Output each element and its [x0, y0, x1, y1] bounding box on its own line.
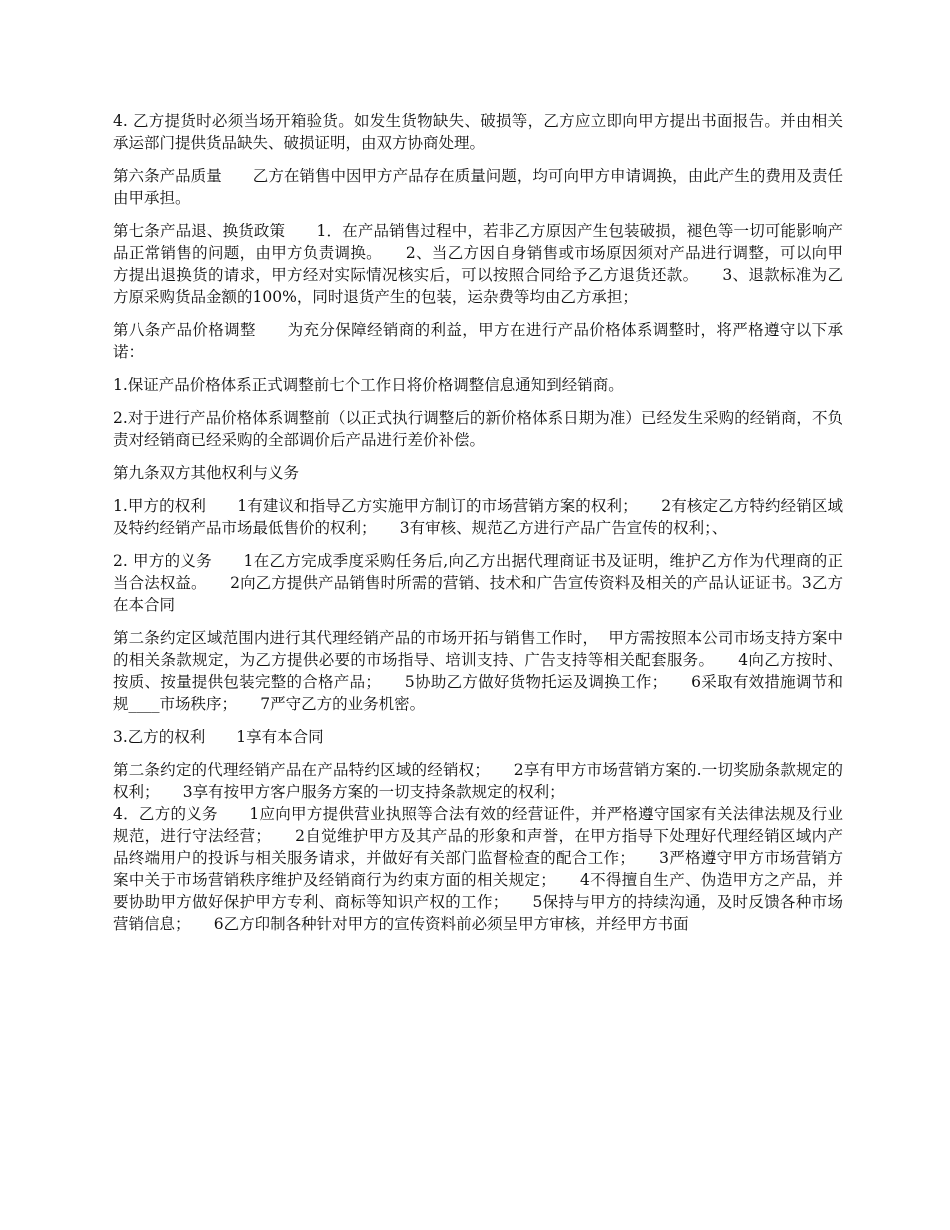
paragraph-party-b-rights: 3.乙方的权利 1享有本合同 [113, 728, 324, 746]
paragraph-price-commitment-1: 1.保证产品价格体系正式调整前七个工作日将价格调整信息通知到经销商。 [113, 376, 624, 394]
paragraph-article-9-title: 第九条双方其他权利与义务 [113, 464, 300, 482]
paragraph-party-a-obligations: 2. 甲方的义务 1在乙方完成季度采购任务后,向乙方出据代理商证书及证明，维护乙方作为代理商的正当合法权益。 2向乙方提供产品销售时所需的营销、技术和广告宣传资料及相关的产品认证证书。3乙方在本合同 [113, 552, 843, 614]
paragraph-article-8-price: 第八条产品价格调整 为充分保障经销商的利益，甲方在进行产品价格体系调整时，将严格遵守以下承诺： [113, 321, 843, 361]
paragraph-article-2-distribution-rights: 第二条约定的代理经销产品在产品特约区域的经销权； 2享有甲方市场营销方案的.一切奖励条款规定的权利； 3享有按甲方客户服务方案的一切支持条款规定的权利； [113, 761, 843, 801]
paragraph-article-2-market-support: 第二条约定区域范围内进行其代理经销产品的市场开拓与销售工作时， 甲方需按照本公司市场支持方案中的相关条款规定，为乙方提供必要的市场指导、培训支持、广告支持等相关配套服务。 4向乙方按时、按质、按量提供包装完整的合格产品； 5协助乙方做好货物托运及调换工作； 6采取有效措施调节和规____市场秩序； 7严守乙方的业务机密。 [113, 629, 843, 713]
paragraph-article-7-returns: 第七条产品退、换货政策 1．在产品销售过程中，若非乙方原因产生包装破损，褪色等一切可能影响产品正常销售的问题，由甲方负责调换。 2、当乙方因自身销售或市场原因须对产品进行调整，可以向甲方提出退换货的请求，甲方经对实际情况核实后，可以按照合同给予乙方退货还款。 3、退款标准为乙方原采购货品金额的100%，同时退货产生的包装，运杂费等均由乙方承担； [113, 222, 843, 306]
paragraph-price-commitment-2: 2.对于进行产品价格体系调整前（以正式执行调整后的新价格体系日期为准）已经发生采购的经销商，不负责对经销商已经采购的全部调价后产品进行差价补偿。 [113, 409, 843, 449]
document-page [113, 110, 843, 946]
paragraph-delivery-inspection: 4. 乙方提货时必须当场开箱验货。如发生货物缺失、破损等，乙方应立即向甲方提出书面报告。并由相关承运部门提供货品缺失、破损证明，由双方协商处理。 [113, 112, 843, 152]
paragraph-party-b-obligations: 4．乙方的义务 1应向甲方提供营业执照等合法有效的经营证件，并严格遵守国家有关法律法规及行业规范，进行守法经营； 2自觉维护甲方及其产品的形象和声誉，在甲方指导下处理好代理经销区域内产品终端用户的投诉与相关服务请求，并做好有关部门监督检查的配合工作； 3严格遵守甲方市场营销方案中关于市场营销秩序维护及经销商行为约束方面的相关规定； 4不得擅自生产、伪造甲方之产品，并要协助甲方做好保护甲方专利、商标等知识产权的工作； 5保持与甲方的持续沟通，及时反馈各种市场营销信息； 6乙方印制各种针对甲方的宣传资料前必须呈甲方审核，并经甲方书面 [113, 805, 843, 933]
paragraph-article-6-quality: 第六条产品质量 乙方在销售中因甲方产品存在质量问题，均可向甲方申请调换，由此产生的费用及责任由甲承担。 [113, 167, 843, 207]
paragraph-party-a-rights: 1.甲方的权利 1有建议和指导乙方实施甲方制订的市场营销方案的权利； 2有核定乙方特约经销区域及特约经销产品市场最低售价的权利； 3有审核、规范乙方进行产品广告宣传的权利；、 [113, 497, 843, 537]
